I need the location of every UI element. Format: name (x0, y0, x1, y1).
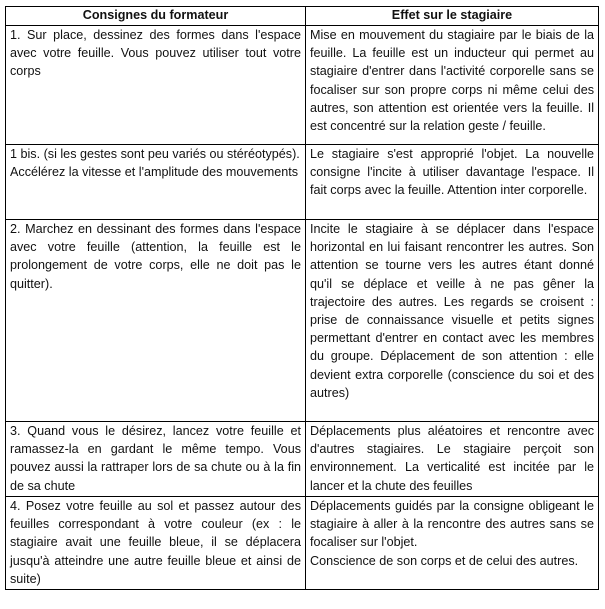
consigne-cell (6, 145, 306, 220)
consigne-line: Accélérez la vitesse et l'amplitude des mouvements (10, 165, 298, 180)
header-consignes: Consignes du formateur (6, 7, 306, 26)
effet-line: Déplacements guidés par la consigne obligeant le stagiaire à aller à la rencontre des autres sans se focaliser sur l'objet. (310, 499, 594, 550)
table-row (6, 220, 599, 422)
consigne-cell: 2. Marchez en dessinant des formes dans l'espace avec votre feuille (attention, la feuille est le prolongement de votre corps, elle ne doit pas le quitter). (6, 220, 306, 422)
effet-line: Conscience de son corps et de celui des autres. (310, 553, 579, 568)
table-header-row (6, 7, 599, 26)
header-effet: Effet sur le stagiaire (306, 7, 599, 26)
consigne-cell: 1. Sur place, dessinez des formes dans l'espace avec votre feuille. Vous pouvez utiliser tout votre corps (6, 26, 306, 145)
consigne-cell: 3. Quand vous le désirez, lancez votre feuille et ramassez-la en gardant le même tempo. Vous pouvez aussi la rattraper lors de sa chute ou à la fin de sa chute (6, 422, 306, 497)
effet-cell (306, 497, 599, 590)
consigne-cell: 4. Posez votre feuille au sol et passez autour des feuilles correspondant à votre couleur (ex : le stagiaire avait une feuille bleue, il se déplacera jusqu'à atteindre une autre feuille bleue et ainsi de suite) (6, 497, 306, 590)
effet-cell: Mise en mouvement du stagiaire par le biais de la feuille. La feuille est un inducteur qui permet au stagiaire d'entrer dans l'activité corporelle sans se focaliser sur son propre corps ni même celui des autres, son attention est orientée vers la feuille. Il est concentré sur la relation geste / feuille. (306, 26, 599, 145)
effet-cell: Le stagiaire s'est approprié l'objet. La nouvelle consigne l'incite à utiliser davantage l'espace. Il fait corps avec la feuille. Attention inter corporelle. (306, 145, 599, 220)
table-row (6, 422, 599, 497)
table-row (6, 26, 599, 145)
table-row (6, 497, 599, 590)
effet-cell: Incite le stagiaire à se déplacer dans l'espace horizontal en lui faisant rencontrer les autres. Son attention se tourne vers les autres étant donné qu'il se déplace et veille à ne pas gêner la trajectoire des autres. Les regards se croisent : prise de connaissance visuelle et petits signes permettant d'entrer en contact avec les membres du groupe. Déplacement de son attention : elle devient extra corporelle (conscience du soi et des autres) (306, 220, 599, 422)
instructions-table (5, 6, 599, 590)
effet-cell: Déplacements plus aléatoires et rencontre avec d'autres stagiaires. Le stagiaire perçoit son environnement. La verticalité est incitée par le lancer et la chute des feuilles (306, 422, 599, 497)
consigne-line: 1 bis. (si les gestes sont peu variés ou stéréotypés). (10, 147, 300, 161)
table-row (6, 145, 599, 220)
